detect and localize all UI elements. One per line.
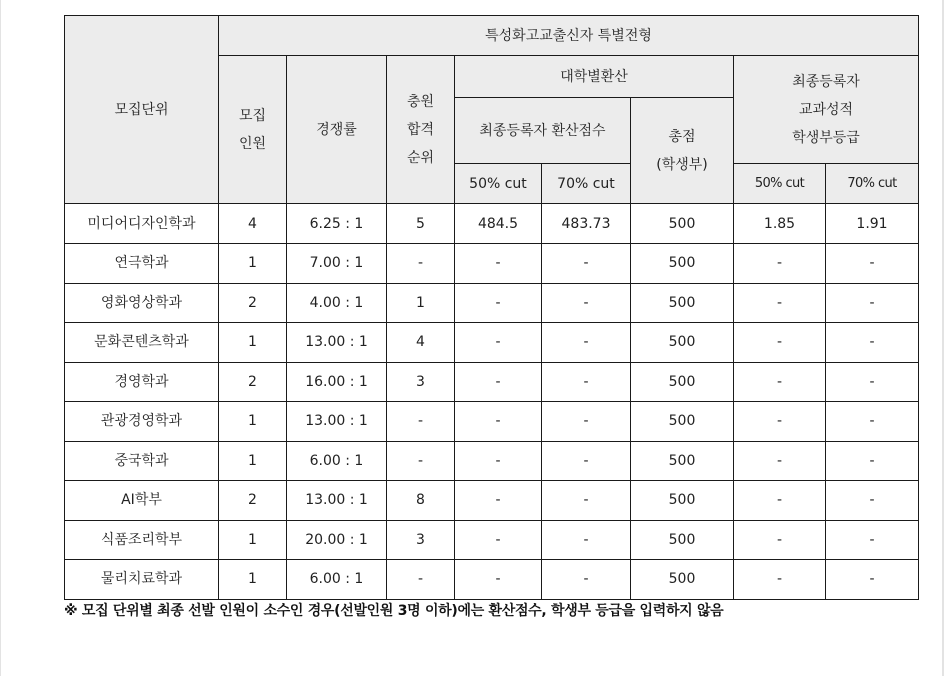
table-row [65, 362, 919, 402]
cell-waitlist-rank: - [387, 441, 455, 481]
cell-competition-ratio: 4.00 : 1 [287, 283, 387, 323]
cell-waitlist-rank: 3 [387, 520, 455, 560]
header-grade-cut-50: 50% cut [734, 164, 826, 204]
cell-grade-cut-50: - [734, 560, 826, 600]
cell-score-cut-70: - [542, 481, 631, 521]
cell-competition-ratio: 6.00 : 1 [287, 560, 387, 600]
table-row [65, 323, 919, 363]
cell-total-score: 500 [631, 362, 734, 402]
cell-department: 관광경영학과 [65, 402, 219, 442]
cell-recruit-count: 4 [219, 204, 287, 244]
cell-competition-ratio: 16.00 : 1 [287, 362, 387, 402]
cell-score-cut-50: - [455, 441, 542, 481]
cell-grade-cut-50: 1.85 [734, 204, 826, 244]
cell-grade-cut-50: - [734, 520, 826, 560]
cell-score-cut-70: - [542, 362, 631, 402]
cell-waitlist-rank: 4 [387, 323, 455, 363]
cell-competition-ratio: 7.00 : 1 [287, 244, 387, 284]
cell-score-cut-50: - [455, 481, 542, 521]
cell-grade-cut-70: - [826, 560, 919, 600]
header-cut-50: 50% cut [455, 164, 542, 204]
header-grade-cut-70: 70% cut [826, 164, 919, 204]
header-competition-ratio: 경쟁률 [287, 56, 387, 204]
header-recruit-unit: 모집단위 [65, 16, 219, 204]
table-row [65, 283, 919, 323]
cell-competition-ratio: 20.00 : 1 [287, 520, 387, 560]
page-left-border [0, 0, 1, 676]
cell-grade-cut-70: - [826, 323, 919, 363]
cell-total-score: 500 [631, 323, 734, 363]
cell-score-cut-70: - [542, 244, 631, 284]
cell-score-cut-50: - [455, 244, 542, 284]
table-row [65, 402, 919, 442]
cell-competition-ratio: 6.25 : 1 [287, 204, 387, 244]
cell-grade-cut-70: - [826, 441, 919, 481]
cell-grade-cut-70: - [826, 362, 919, 402]
cell-score-cut-50: 484.5 [455, 204, 542, 244]
cell-recruit-count: 2 [219, 283, 287, 323]
cell-recruit-count: 1 [219, 244, 287, 284]
cell-score-cut-70: - [542, 560, 631, 600]
cell-score-cut-50: - [455, 560, 542, 600]
cell-grade-cut-70: - [826, 244, 919, 284]
cell-score-cut-70: - [542, 441, 631, 481]
table-body [65, 204, 919, 600]
cell-grade-cut-50: - [734, 402, 826, 442]
cell-recruit-count: 1 [219, 441, 287, 481]
header-final-grade: 최종등록자 교과성적 학생부등급 [734, 56, 919, 164]
table-row [65, 481, 919, 521]
cell-score-cut-70: - [542, 283, 631, 323]
cell-waitlist-rank: 1 [387, 283, 455, 323]
cell-recruit-count: 1 [219, 402, 287, 442]
cell-competition-ratio: 13.00 : 1 [287, 481, 387, 521]
cell-recruit-count: 2 [219, 362, 287, 402]
cell-waitlist-rank: 5 [387, 204, 455, 244]
cell-waitlist-rank: - [387, 244, 455, 284]
cell-grade-cut-50: - [734, 441, 826, 481]
table-header [65, 16, 919, 204]
footnote: ※ 모집 단위별 최종 선발 인원이 소수인 경우(선발인원 3명 이하)에는 환산점수, 학생부 등급을 입력하지 않음 [64, 603, 724, 619]
cell-recruit-count: 1 [219, 323, 287, 363]
cell-competition-ratio: 13.00 : 1 [287, 323, 387, 363]
cell-total-score: 500 [631, 441, 734, 481]
table-row [65, 204, 919, 244]
cell-score-cut-70: - [542, 402, 631, 442]
cell-grade-cut-50: - [734, 481, 826, 521]
cell-total-score: 500 [631, 560, 734, 600]
cell-department: 문화콘텐츠학과 [65, 323, 219, 363]
cell-score-cut-50: - [455, 283, 542, 323]
header-total-score: 총점 (학생부) [631, 98, 734, 204]
cell-recruit-count: 2 [219, 481, 287, 521]
cell-grade-cut-50: - [734, 283, 826, 323]
cell-recruit-count: 1 [219, 520, 287, 560]
cell-waitlist-rank: 8 [387, 481, 455, 521]
header-cut-70: 70% cut [542, 164, 631, 204]
header-waitlist-rank: 충원 합격 순위 [387, 56, 455, 204]
cell-grade-cut-70: - [826, 481, 919, 521]
cell-department: 영화영상학과 [65, 283, 219, 323]
table-row [65, 244, 919, 284]
cell-grade-cut-50: - [734, 244, 826, 284]
header-main-title: 특성화고교출신자 특별전형 [219, 16, 919, 56]
cell-waitlist-rank: - [387, 560, 455, 600]
header-final-conversion-score: 최종등록자 환산점수 [455, 98, 631, 164]
cell-competition-ratio: 6.00 : 1 [287, 441, 387, 481]
header-univ-conversion: 대학별환산 [455, 56, 734, 98]
cell-total-score: 500 [631, 283, 734, 323]
cell-department: 미디어디자인학과 [65, 204, 219, 244]
header-recruit-count: 모집 인원 [219, 56, 287, 204]
cell-total-score: 500 [631, 481, 734, 521]
cell-score-cut-50: - [455, 402, 542, 442]
cell-score-cut-70: - [542, 323, 631, 363]
admission-results-table [64, 15, 919, 600]
cell-total-score: 500 [631, 244, 734, 284]
cell-total-score: 500 [631, 520, 734, 560]
cell-recruit-count: 1 [219, 560, 287, 600]
cell-grade-cut-70: - [826, 283, 919, 323]
cell-score-cut-50: - [455, 520, 542, 560]
cell-total-score: 500 [631, 402, 734, 442]
cell-grade-cut-50: - [734, 362, 826, 402]
cell-total-score: 500 [631, 204, 734, 244]
cell-department: 중국학과 [65, 441, 219, 481]
cell-department: 연극학과 [65, 244, 219, 284]
cell-department: 물리치료학과 [65, 560, 219, 600]
cell-grade-cut-70: - [826, 520, 919, 560]
cell-department: AI학부 [65, 481, 219, 521]
cell-waitlist-rank: 3 [387, 362, 455, 402]
cell-department: 식품조리학부 [65, 520, 219, 560]
cell-score-cut-50: - [455, 323, 542, 363]
table-row [65, 560, 919, 600]
cell-grade-cut-70: 1.91 [826, 204, 919, 244]
cell-score-cut-70: 483.73 [542, 204, 631, 244]
cell-waitlist-rank: - [387, 402, 455, 442]
cell-competition-ratio: 13.00 : 1 [287, 402, 387, 442]
cell-grade-cut-70: - [826, 402, 919, 442]
table-row [65, 520, 919, 560]
cell-score-cut-70: - [542, 520, 631, 560]
cell-department: 경영학과 [65, 362, 219, 402]
cell-grade-cut-50: - [734, 323, 826, 363]
table-row [65, 441, 919, 481]
cell-score-cut-50: - [455, 362, 542, 402]
